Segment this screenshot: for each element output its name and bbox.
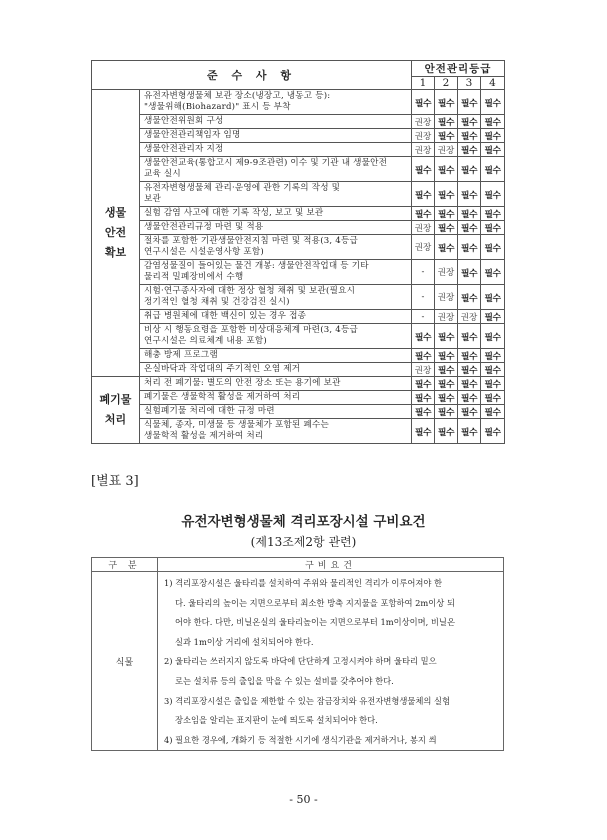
- grade-cell: 필수: [481, 405, 505, 419]
- grade-level: 4: [481, 77, 505, 90]
- requirement-item: 시험·연구종사자에 대한 정상 혈청 채취 및 보관(필요시 정기적인 혈청 채취 및 건강검진 실시): [140, 285, 412, 310]
- grade-cell: 필수: [458, 129, 481, 143]
- grade-cell: 필수: [458, 207, 481, 221]
- grade-cell: 필수: [412, 157, 435, 182]
- grade-cell: -: [412, 285, 435, 310]
- requirement-item: 취급 병원체에 대한 백신이 있는 경우 접종: [140, 310, 412, 324]
- grade-cell: 필수: [481, 349, 505, 363]
- table-row: [92, 157, 505, 182]
- grade-cell: 필수: [435, 115, 458, 129]
- requirement-line: 4) 필요한 경우에, 개화기 등 적절한 시기에 생식기관을 제거하거나, 봉지 씌: [164, 734, 437, 745]
- table-row: [92, 324, 505, 349]
- grade-cell: 필수: [458, 182, 481, 207]
- table-row: [92, 349, 505, 363]
- table-row: [92, 405, 505, 419]
- grade-cell: 필수: [435, 363, 458, 377]
- grade-cell: 필수: [435, 324, 458, 349]
- requirement-item: 실험폐기물 처리에 대한 규정 마련: [140, 405, 412, 419]
- requirement-item: 폐기물은 생물학적 활성을 제거하여 처리: [140, 391, 412, 405]
- grade-cell: -: [412, 310, 435, 324]
- grade-cell: 필수: [481, 260, 505, 285]
- grade-cell: 필수: [412, 207, 435, 221]
- grade-cell: 필수: [458, 419, 481, 444]
- requirement-item: 비상 시 행동요령을 포함한 비상대응체계 마련(3, 4등급 연구시설은 의료체계 내용 포함): [140, 324, 412, 349]
- grade-cell: 필수: [412, 90, 435, 115]
- table-row: [92, 115, 505, 129]
- table-row: [92, 221, 505, 235]
- requirement-item: 유전자변형생물체 관리·운영에 관한 기록의 작성 및 보관: [140, 182, 412, 207]
- grade-cell: 필수: [412, 391, 435, 405]
- grade-cell: 필수: [435, 221, 458, 235]
- requirement-item: 감염성물질이 들어있는 물건 개봉: 생물안전작업대 등 기타 물리적 밀폐장비에서 수행: [140, 260, 412, 285]
- col-requirements-header: 구비요건: [158, 558, 504, 572]
- grade-cell: 필수: [435, 182, 458, 207]
- requirement-line: 1) 격리포장시설은 울타리를 설치하여 주위와 물리적인 격리가 이루어져야 한: [164, 578, 443, 588]
- grade-cell: 필수: [481, 310, 505, 324]
- grade-cell: 필수: [435, 207, 458, 221]
- grade-cell: 필수: [481, 182, 505, 207]
- grade-cell: -: [412, 260, 435, 285]
- compliance-header: 준 수 사 항: [92, 61, 412, 90]
- grade-cell: 필수: [435, 377, 458, 391]
- grade-cell: 권장: [412, 221, 435, 235]
- grade-cell: 필수: [412, 182, 435, 207]
- grade-cell: 필수: [412, 377, 435, 391]
- grade-cell: 필수: [458, 157, 481, 182]
- grade-cell: 필수: [458, 143, 481, 157]
- grade-cell: 필수: [458, 260, 481, 285]
- grade-cell: 필수: [481, 143, 505, 157]
- grade-cell: 권장: [458, 310, 481, 324]
- grade-cell: 권장: [435, 310, 458, 324]
- col-category-header: 구 분: [92, 558, 158, 572]
- section-category: 생물 안전 확보: [92, 90, 140, 377]
- grade-cell: 권장: [412, 235, 435, 260]
- grade-cell: 권장: [435, 260, 458, 285]
- table-row: [92, 363, 505, 377]
- grade-cell: 필수: [412, 324, 435, 349]
- requirement-item: 절차를 포함한 기관생물안전지침 마련 및 적용(3, 4등급 연구시설은 시설운영사항 포함): [140, 235, 412, 260]
- annex-title: 유전자변형생물체 격리포장시설 구비요건: [181, 514, 426, 530]
- grade-cell: 필수: [481, 207, 505, 221]
- grade-cell: 필수: [458, 363, 481, 377]
- grade-cell: 권장: [412, 363, 435, 377]
- grade-cell: 권장: [435, 285, 458, 310]
- grade-cell: 필수: [458, 115, 481, 129]
- grade-cell: 필수: [435, 405, 458, 419]
- table-row: [92, 207, 505, 221]
- grade-cell: 필수: [481, 129, 505, 143]
- annex-subtitle: (제13조제2항 관련): [250, 535, 357, 549]
- table-row: [92, 572, 504, 751]
- requirements-table: [91, 557, 504, 751]
- grade-cell: 필수: [435, 129, 458, 143]
- grade-cell: 필수: [458, 324, 481, 349]
- requirement-body: [158, 572, 504, 751]
- table-row: [92, 377, 505, 391]
- grade-cell: 필수: [481, 235, 505, 260]
- grade-cell: 필수: [481, 221, 505, 235]
- grade-cell: 필수: [458, 405, 481, 419]
- requirement-item: 생물안전관리자 지정: [140, 143, 412, 157]
- requirement-line: 3) 격리포장시설은 출입을 제한할 수 있는 잠금장치와 유전자변형생물체의 실험: [164, 695, 451, 706]
- grade-cell: 권장: [412, 143, 435, 157]
- grade-cell: 필수: [435, 419, 458, 444]
- requirement-item: 생물안전위원회 구성: [140, 115, 412, 129]
- grade-cell: 필수: [435, 235, 458, 260]
- grade-cell: 필수: [458, 221, 481, 235]
- table-row: [92, 143, 505, 157]
- table-row: [92, 235, 505, 260]
- table-row: [92, 391, 505, 405]
- grade-cell: 필수: [481, 324, 505, 349]
- requirement-item: 식물체, 종자, 미생물 등 생물체가 포함된 폐수는 생물학적 활성을 제거하여 처리: [140, 419, 412, 444]
- requirement-item: 해충 방제 프로그램: [140, 349, 412, 363]
- requirement-line: 어야 한다. 다만, 비닐온실의 울타리높이는 지면으로부터 1m이상이며, 비닐온: [175, 617, 455, 628]
- compliance-table-body: [92, 90, 505, 444]
- grade-cell: 필수: [458, 235, 481, 260]
- section-category: 폐기물 처리: [92, 377, 140, 444]
- requirement-item: 생물안전관리규정 마련 및 적용: [140, 221, 412, 235]
- grade-level: 1: [412, 77, 435, 90]
- grade-header: 안전관리등급: [412, 61, 505, 77]
- grade-cell: 필수: [481, 419, 505, 444]
- grade-cell: 필수: [458, 391, 481, 405]
- requirement-item: 유전자변형생물체 보관 장소(냉장고, 냉동고 등): "생물위해(Biohazard)" 표시 등 부착: [140, 90, 412, 115]
- requirement-item: 처리 전 폐기물: 별도의 안전 장소 또는 용기에 보관: [140, 377, 412, 391]
- annex-label: [별표 3]: [91, 474, 139, 489]
- table-row: [92, 260, 505, 285]
- requirement-item: 실험 감염 사고에 대한 기록 작성, 보고 및 보관: [140, 207, 412, 221]
- grade-cell: 필수: [458, 90, 481, 115]
- page-number: - 50 -: [289, 793, 318, 806]
- table-row: [92, 285, 505, 310]
- grade-cell: 필수: [481, 363, 505, 377]
- table-row: [92, 419, 505, 444]
- table-row: [92, 310, 505, 324]
- grade-cell: 필수: [412, 349, 435, 363]
- requirement-line: 다. 울타리의 높이는 지면으로부터 최소한 방축 지지물을 포함하여 2m이상 되: [175, 597, 455, 608]
- grade-cell: 필수: [481, 90, 505, 115]
- grade-level: 3: [458, 77, 481, 90]
- table-row: [92, 90, 505, 115]
- requirement-line: 2) 울타리는 쓰러지지 않도록 바닥에 단단하게 고정시켜야 하며 울타리 밑으: [164, 656, 437, 667]
- grade-cell: 필수: [458, 285, 481, 310]
- table-row: [92, 129, 505, 143]
- grade-cell: 필수: [412, 405, 435, 419]
- requirement-category: 식물: [92, 572, 158, 751]
- grade-cell: 필수: [412, 419, 435, 444]
- grade-cell: 필수: [481, 391, 505, 405]
- grade-cell: 필수: [435, 90, 458, 115]
- grade-cell: 필수: [458, 377, 481, 391]
- grade-cell: 필수: [458, 349, 481, 363]
- grade-cell: 필수: [481, 157, 505, 182]
- grade-cell: 권장: [412, 115, 435, 129]
- grade-cell: 필수: [435, 157, 458, 182]
- grade-level: 2: [435, 77, 458, 90]
- grade-cell: 권장: [412, 129, 435, 143]
- grade-cell: 필수: [481, 115, 505, 129]
- grade-cell: 필수: [435, 349, 458, 363]
- compliance-table: [91, 60, 505, 444]
- requirement-item: 생물안전관리책임자 임명: [140, 129, 412, 143]
- requirement-item: 온실바닥과 작업대의 주기적인 오염 제거: [140, 363, 412, 377]
- grade-cell: 필수: [435, 391, 458, 405]
- requirement-item: 생물안전교육(통합고시 제9-9조관련) 이수 및 기관 내 생물안전 교육 실시: [140, 157, 412, 182]
- table-row: [92, 182, 505, 207]
- grade-cell: 필수: [481, 377, 505, 391]
- requirement-line: 로는 설치류 등의 출입을 막을 수 있는 설비를 갖추어야 한다.: [175, 675, 394, 686]
- grade-cell: 필수: [481, 285, 505, 310]
- requirement-line: 실과 1m이상 거리에 설치되어야 한다.: [175, 636, 314, 647]
- grade-cell: 권장: [435, 143, 458, 157]
- requirement-line: 장소임을 알리는 표지판이 눈에 띄도록 설치되어야 한다.: [175, 715, 378, 726]
